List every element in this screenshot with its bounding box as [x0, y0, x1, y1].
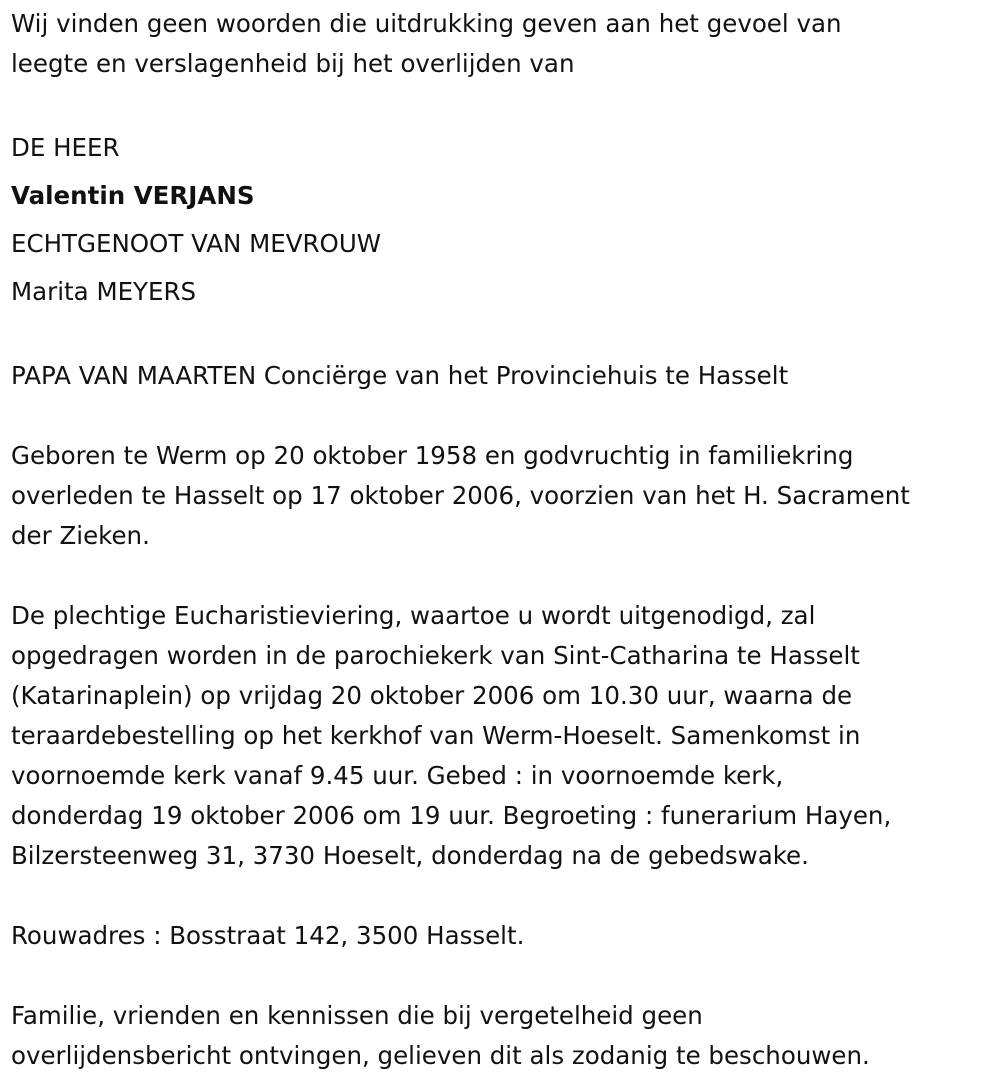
spacer [11, 84, 991, 124]
closing-paragraph [11, 996, 991, 1076]
obituary-notice [11, 4, 991, 1076]
ceremony-paragraph [11, 596, 991, 876]
intro-line-2: leegte en verslagenheid bij het overlijden van [11, 49, 575, 78]
role-line: PAPA VAN MAARTEN Conciërge van het Provinciehuis te Hasselt [11, 361, 789, 390]
birth-death-paragraph [11, 436, 991, 556]
title-line: DE HEER [11, 133, 120, 162]
closing-line-2: overlijdensbericht ontvingen, gelieven dit als zodanig te beschouwen. [11, 1041, 870, 1070]
intro-paragraph [11, 4, 991, 84]
ceremony-line-1: De plechtige Eucharistieviering, waartoe u wordt uitgenodigd, zal [11, 601, 816, 630]
intro-line-1: Wij vinden geen woorden die uitdrukking geven aan het gevoel van [11, 9, 842, 38]
deceased-name: Valentin VERJANS [11, 181, 255, 210]
spouse-name: Marita MEYERS [11, 277, 197, 306]
birth-death-line-3: der Zieken. [11, 521, 150, 550]
ceremony-line-3: (Katarinaplein) op vrijdag 20 oktober 2006 om 10.30 uur, waarna de [11, 681, 853, 710]
spacer [11, 556, 991, 596]
spacer [11, 396, 991, 436]
ceremony-line-2: opgedragen worden in de parochiekerk van Sint-Catharina te Hasselt [11, 641, 860, 670]
spacer [11, 316, 991, 356]
spacer [11, 876, 991, 916]
ceremony-line-7: Bilzersteenweg 31, 3730 Hoeselt, donderdag na de gebedswake. [11, 841, 809, 870]
birth-death-line-1: Geboren te Werm op 20 oktober 1958 en godvruchtig in familiekring [11, 441, 854, 470]
ceremony-line-5: voornoemde kerk vanaf 9.45 uur. Gebed : in voornoemde kerk, [11, 761, 784, 790]
spouse-label: ECHTGENOOT VAN MEVROUW [11, 229, 382, 258]
mourning-address: Rouwadres : Bosstraat 142, 3500 Hasselt. [11, 921, 525, 950]
closing-line-1: Familie, vrienden en kennissen die bij vergetelheid geen [11, 1001, 703, 1030]
spacer [11, 956, 991, 996]
ceremony-line-6: donderdag 19 oktober 2006 om 19 uur. Begroeting : funerarium Hayen, [11, 801, 892, 830]
ceremony-line-4: teraardebestelling op het kerkhof van Werm-Hoeselt. Samenkomst in [11, 721, 861, 750]
birth-death-line-2: overleden te Hasselt op 17 oktober 2006, voorzien van het H. Sacrament [11, 481, 910, 510]
